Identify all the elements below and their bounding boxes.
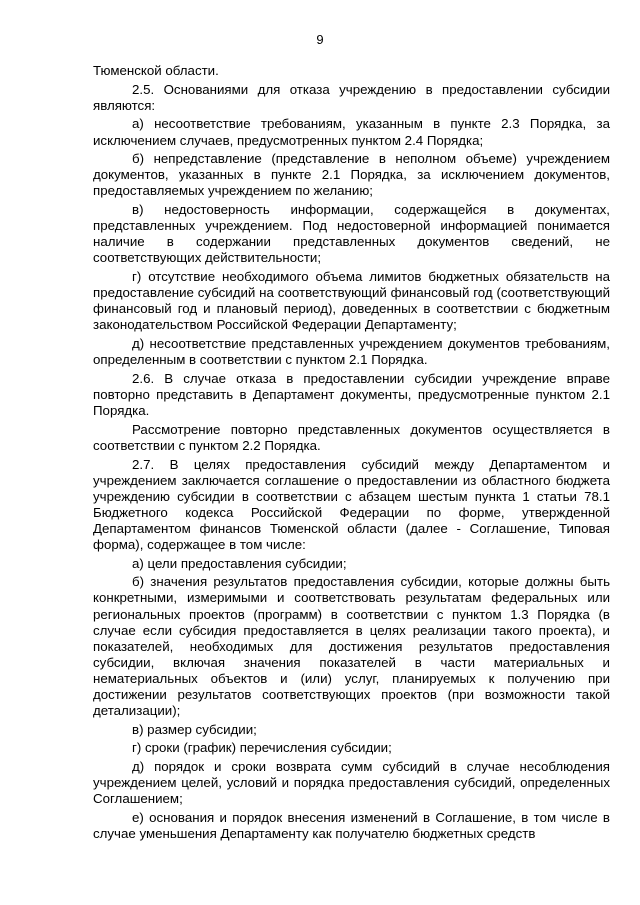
document-body bbox=[93, 63, 610, 845]
paragraph-2-5-d: д) несоответствие представленных учреждением документов требованиям, определенным в соответствии с пунктом 2.1 Порядка. bbox=[93, 336, 610, 368]
paragraph-2-7-b: б) значения результатов предоставления субсидии, которые должны быть конкретными, измеримыми и соответствовать результатам федеральных или региональных проектов (программ) в соответствии с пунктом 1.3 Порядка (в случае если субсидия предоставляется в целях реализации такого проекта), и показателей, необходимых для достижения результатов предоставления субсидии, включая значения показателей в части материальных и нематериальных объектов и (или) услуг, планируемых к получению при достижении результатов соответствующих проектов (при возможности такой детализации); bbox=[93, 574, 610, 719]
paragraph-2-5-b: б) непредставление (представление в неполном объеме) учреждением документов, указанных в пункте 2.1 Порядка, за исключением документов, предоставляемых учреждением по желанию; bbox=[93, 151, 610, 199]
paragraph-2-6-review: Рассмотрение повторно представленных документов осуществляется в соответствии с пунктом 2.2 Порядка. bbox=[93, 421, 610, 453]
paragraph-2-5: 2.5. Основаниями для отказа учреждению в предоставлении субсидии являются: bbox=[93, 81, 610, 113]
paragraph-2-5-a: а) несоответствие требованиям, указанным в пункте 2.3 Порядка, за исключением случаев, предусмотренных пунктом 2.4 Порядка; bbox=[93, 116, 610, 148]
paragraph-2-6: 2.6. В случае отказа в предоставлении субсидии учреждение вправе повторно представить в Департамент документы, предусмотренные пунктом 2.1 Порядка. bbox=[93, 370, 610, 419]
paragraph-continuation: Тюменской области. bbox=[93, 63, 219, 78]
paragraph-2-5-v: в) недостоверность информации, содержащейся в документах, представленных учреждением. Под недостоверной информацией понимается наличие в содержании представленных документов сведений, не соответствующих действительности; bbox=[93, 202, 610, 266]
paragraph-2-7-e: е) основания и порядок внесения изменений в Соглашение, в том числе в случае уменьшения Департаменту как получателю бюджетных средств bbox=[93, 810, 610, 842]
paragraph-2-7-v: в) размер субсидии; bbox=[132, 721, 257, 737]
paragraph-2-5-g: г) отсутствие необходимого объема лимитов бюджетных обязательств на предоставление субсидий на соответствующий финансовый год (соответствующий финансовый год и плановый период), доведенных в соответствии с бюджетным законодательством Российской Федерации Департаменту; bbox=[93, 269, 610, 333]
paragraph-2-7-g: г) сроки (график) перечисления субсидии; bbox=[132, 740, 392, 756]
page-number: 9 bbox=[316, 32, 324, 47]
paragraph-2-7: 2.7. В целях предоставления субсидий между Департаментом и учреждением заключается соглашение о предоставлении из областного бюджета учреждению субсидии в соответствии с абзацем шестым пункта 1 статьи 78.1 Бюджетного кодекса Российской Федерации по форме, утвержденной Департаментом финансов Тюменской области (далее - Соглашение, Типовая форма), содержащее в том числе: bbox=[93, 456, 610, 552]
paragraph-2-7-d: д) порядок и сроки возврата сумм субсидий в случае несоблюдения учреждением целей, условий и порядка предоставления субсидий, определенных Соглашением; bbox=[93, 759, 610, 807]
paragraph-2-7-a: а) цели предоставления субсидии; bbox=[132, 555, 347, 571]
